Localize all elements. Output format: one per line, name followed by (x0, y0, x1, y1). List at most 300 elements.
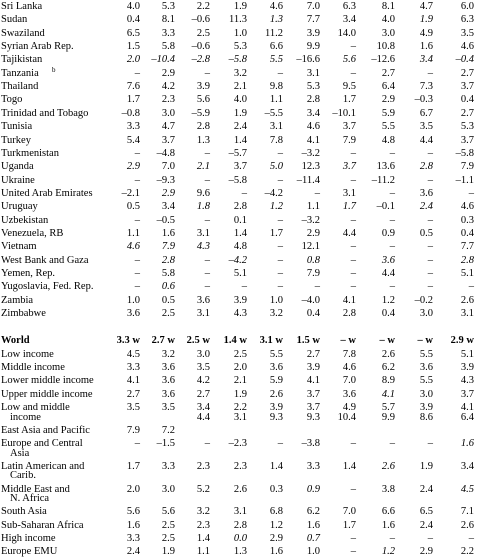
cell-value: 9.3 (269, 411, 283, 423)
cell-value: 1.6 (419, 41, 433, 53)
cell-value: 1.2 (269, 201, 283, 213)
cell-value: 7.9 (306, 268, 320, 279)
cell-value: 3.4 (342, 14, 356, 26)
cell-value: – (389, 187, 395, 199)
cell-value: –3.2 (301, 147, 320, 159)
row-label: High income (1, 533, 56, 544)
cell-value: 2.3 (196, 519, 210, 531)
cell-value: 3.6 (269, 362, 283, 374)
cell-value: 3.1 w (259, 335, 283, 347)
cell-value: 5.3 (460, 121, 474, 133)
cell-value: 3.7 (460, 134, 474, 146)
cell-value: 1.9 (233, 107, 247, 119)
cell-value: 3.9 (460, 362, 474, 374)
row-label: Tajikistan (1, 54, 43, 66)
cell-value: 1.3 (269, 14, 283, 26)
cell-value: 1.4 (196, 533, 210, 544)
cell-value: 5.6 (126, 506, 140, 518)
cell-value: – (468, 533, 474, 544)
cell-value: 1.1 (126, 227, 140, 239)
cell-value: 14.0 (337, 27, 356, 39)
cell-value: –1.5 (156, 438, 175, 450)
cell-value: 3.0 (419, 388, 433, 400)
cell-value: – (468, 187, 474, 199)
cell-value: –4.8 (156, 147, 175, 159)
cell-value: – (277, 174, 283, 186)
cell-value: 2.9 w (450, 335, 474, 347)
cell-value: 3.0 (196, 348, 210, 360)
cell-value: 1.0 (269, 294, 283, 306)
cell-value: 2.7 (460, 67, 474, 79)
cell-value: 1.3 (233, 546, 247, 558)
cell-value: 3.4 (306, 107, 320, 119)
cell-value: – (350, 281, 356, 293)
cell-value: 5.9 (381, 107, 395, 119)
cell-value: 2.6 (233, 483, 247, 495)
table-row (0, 519, 484, 533)
cell-value: – (204, 281, 210, 293)
cell-value: 1.0 (233, 27, 247, 39)
cell-value: 0.5 (161, 294, 175, 306)
cell-value: 3.3 w (116, 335, 140, 347)
cell-value: 4.3 (196, 241, 210, 253)
row-label: Zimbabwe (1, 308, 46, 320)
cell-value: 4.6 (460, 201, 474, 213)
cell-value: 4.6 (306, 121, 320, 133)
table-row (0, 187, 484, 201)
cell-value: 6.8 (269, 506, 283, 518)
cell-value: 6.4 (460, 411, 474, 423)
cell-value: 7.0 (161, 161, 175, 173)
cell-value: 2.2 (196, 1, 210, 12)
cell-value: – (389, 533, 395, 544)
cell-value: 2.1 (196, 161, 210, 173)
cell-value: 7.8 (269, 134, 283, 146)
cell-value: 3.0 (161, 483, 175, 495)
row-label: Middle income (1, 362, 65, 374)
cell-value: –9.3 (156, 174, 175, 186)
cell-value: 2.9 (126, 161, 140, 173)
cell-value: 1.4 (233, 227, 247, 239)
cell-value: 9.9 (306, 41, 320, 53)
cell-value: 1.6 (126, 519, 140, 531)
cell-value: 3.3 (306, 460, 320, 472)
cell-value: 5.1 (460, 348, 474, 360)
cell-value: – (277, 438, 283, 450)
cell-value: – (204, 147, 210, 159)
cell-value: 4.9 (419, 27, 433, 39)
cell-value: 0.1 (233, 214, 247, 226)
cell-value: 9.6 (196, 187, 210, 199)
cell-value: – (134, 254, 140, 266)
cell-value: – w (417, 335, 433, 347)
cell-value: –0.6 (191, 14, 210, 26)
cell-value: 1.8 (196, 201, 210, 213)
table-row (0, 53, 484, 67)
cell-value: 5.9 (269, 375, 283, 387)
cell-value: 4.6 (460, 41, 474, 53)
cell-value: – (389, 214, 395, 226)
cell-value: 2.5 (161, 519, 175, 531)
cell-value: 1.7 (269, 227, 283, 239)
cell-value: – (427, 438, 433, 450)
row-label: Tanzania (1, 67, 39, 79)
cell-value: – (389, 438, 395, 450)
row-label: Tunisia (1, 121, 33, 133)
row-label: Turkey (1, 134, 31, 146)
cell-value: – (427, 174, 433, 186)
cell-value: 5.6 (342, 54, 356, 66)
cell-value: 3.9 (306, 362, 320, 374)
cell-value: 1.4 w (223, 335, 247, 347)
cell-value: 2.6 (381, 348, 395, 360)
cell-value: 5.5 (419, 348, 433, 360)
cell-value: 5.6 (161, 506, 175, 518)
cell-value: 2.2 (233, 402, 247, 414)
cell-value: – (134, 147, 140, 159)
cell-value: 2.3 (161, 94, 175, 106)
cell-value: –0.5 (156, 214, 175, 226)
cell-value: 7.1 (460, 506, 474, 518)
cell-value: 9.5 (342, 81, 356, 93)
cell-value: 0.4 (381, 308, 395, 320)
cell-value: 6.5 (126, 27, 140, 39)
cell-value: – (389, 241, 395, 253)
cell-value: 2.8 (306, 94, 320, 106)
cell-value: 3.6 (161, 388, 175, 400)
cell-value: 1.6 (161, 227, 175, 239)
cell-value: 3.9 (269, 402, 283, 414)
cell-value: 3.2 (233, 67, 247, 79)
cell-value: 4.0 (233, 94, 247, 106)
cell-value: – (350, 41, 356, 53)
cell-value: – (314, 187, 320, 199)
cell-value: 1.9 (419, 460, 433, 472)
cell-value: 5.5 (269, 54, 283, 66)
cell-value: – (468, 281, 474, 293)
cell-value: –2.1 (121, 187, 140, 199)
cell-value: 2.7 (126, 388, 140, 400)
table-row (0, 27, 484, 41)
cell-value: –5.5 (264, 107, 283, 119)
cell-value: 3.7 (460, 81, 474, 93)
row-label: Uzbekistan (1, 214, 49, 226)
cell-value: – (204, 174, 210, 186)
cell-value: 1.1 (306, 201, 320, 213)
cell-value: –16.6 (296, 54, 320, 66)
table-row (0, 93, 484, 107)
cell-value: 3.1 (306, 67, 320, 79)
cell-value: 3.5 (196, 362, 210, 374)
cell-value: 3.4 (460, 460, 474, 472)
cell-value: –5.8 (228, 54, 247, 66)
table-row (0, 0, 484, 14)
cell-value: 5.5 (419, 375, 433, 387)
cell-value: 5.5 (381, 121, 395, 133)
cell-value: 3.3 (161, 27, 175, 39)
row-label: Sudan (1, 14, 28, 26)
cell-value: 0.3 (269, 483, 283, 495)
cell-value: 2.8 (161, 254, 175, 266)
table-row (0, 254, 484, 268)
cell-value: 7.9 (460, 161, 474, 173)
cell-value: 4.9 (342, 402, 356, 414)
cell-value: 3.0 (161, 107, 175, 119)
table-row (0, 120, 484, 134)
cell-value: 1.2 (269, 519, 283, 531)
table-row-world (0, 334, 484, 348)
cell-value: 6.2 (306, 506, 320, 518)
cell-value: – (204, 438, 210, 450)
table-row (0, 545, 484, 559)
cell-value: 7.2 (161, 424, 175, 436)
cell-value: 3.2 (161, 348, 175, 360)
cell-value: 0.5 (126, 201, 140, 213)
cell-value: – (277, 254, 283, 266)
table-row-continuation (0, 469, 484, 483)
cell-value: 2.5 (161, 308, 175, 320)
cell-value: 5.5 (269, 348, 283, 360)
row-label: Low and middle (1, 402, 70, 414)
cell-value: 0.4 (306, 308, 320, 320)
cell-value: 3.8 (381, 483, 395, 495)
cell-value: 4.6 (269, 1, 283, 12)
cell-value: 3.3 (126, 362, 140, 374)
cell-value: 5.0 (269, 161, 283, 173)
cell-value: – (314, 281, 320, 293)
cell-value: 1.4 (342, 460, 356, 472)
cell-value: – (427, 254, 433, 266)
table-row (0, 107, 484, 121)
cell-value: 3.9 (419, 402, 433, 414)
cell-value: 3.7 (342, 121, 356, 133)
row-label: Europe EMU (1, 546, 58, 558)
cell-value: 2.6 (381, 460, 395, 472)
cell-value: 4.6 (342, 362, 356, 374)
cell-value: 2.8 (233, 519, 247, 531)
cell-value: – (350, 67, 356, 79)
cell-value: – (204, 254, 210, 266)
cell-value: – (350, 241, 356, 253)
cell-value: 3.9 (306, 27, 320, 39)
cell-value: 2.4 (419, 483, 433, 495)
cell-value: 6.5 (419, 506, 433, 518)
cell-value: 4.8 (233, 241, 247, 253)
row-label: Syrian Arab Rep. (1, 41, 74, 53)
row-label: Uganda (1, 161, 34, 173)
cell-value: 3.5 (161, 402, 175, 414)
cell-value: – (204, 67, 210, 79)
cell-value: 7.3 (419, 81, 433, 93)
cell-value: 11.2 (265, 27, 283, 39)
row-label: Sub-Saharan Africa (1, 519, 84, 531)
cell-value: – (134, 281, 140, 293)
row-label-continued: Carib. (10, 470, 36, 482)
table-row-continuation (0, 447, 484, 461)
cell-value: 5.8 (161, 41, 175, 53)
cell-value: 3.7 (306, 388, 320, 400)
cell-value: 3.1 (233, 506, 247, 518)
row-label: World (1, 335, 30, 347)
cell-value: –1.1 (455, 174, 474, 186)
table-row (0, 147, 484, 161)
cell-value: 2.0 (233, 362, 247, 374)
cell-value: 7.9 (126, 424, 140, 436)
cell-value: 1.5 w (296, 335, 320, 347)
cell-value: 6.7 (419, 107, 433, 119)
table-row (0, 388, 484, 402)
cell-value: 2.9 (269, 533, 283, 544)
cell-value: 5.3 (306, 81, 320, 93)
cell-value: 1.7 (342, 94, 356, 106)
cell-value: 3.5 (419, 121, 433, 133)
cell-value: 2.7 (460, 107, 474, 119)
cell-value: 5.6 (196, 94, 210, 106)
cell-value: 3.6 (196, 294, 210, 306)
cell-value: 3.6 (342, 388, 356, 400)
cell-value: – (350, 438, 356, 450)
cell-value: –4.2 (228, 254, 247, 266)
row-label-continued: N. Africa (10, 492, 50, 504)
cell-value: 2.8 (419, 161, 433, 173)
cell-value: 4.4 (342, 227, 356, 239)
cell-value: 4.3 (233, 308, 247, 320)
cell-value: 3.6 (381, 254, 395, 266)
row-label: Yugoslavia, Fed. Rep. (1, 281, 94, 293)
table-row (0, 134, 484, 148)
cell-value: 3.3 (126, 121, 140, 133)
cell-value: 3.7 (233, 161, 247, 173)
row-label-continued: Asia (10, 447, 30, 459)
cell-value: 9.3 (306, 411, 320, 423)
table-row (0, 361, 484, 375)
table-row (0, 505, 484, 519)
cell-value: 1.6 (460, 438, 474, 450)
table-row (0, 214, 484, 228)
cell-value: 2.0 (126, 483, 140, 495)
cell-value: 6.6 (269, 41, 283, 53)
cell-value: 7.6 (126, 81, 140, 93)
row-label: Low income (1, 348, 54, 360)
cell-value: 13.6 (376, 161, 395, 173)
cell-value: 3.3 (161, 460, 175, 472)
cell-value: –4.0 (301, 294, 320, 306)
cell-value: – (389, 147, 395, 159)
cell-value: –0.6 (191, 41, 210, 53)
cell-value: –10.4 (151, 54, 175, 66)
cell-value: 0.4 (460, 227, 474, 239)
cell-value: 3.9 (196, 81, 210, 93)
cell-value: 1.0 (306, 546, 320, 558)
cell-value: – (134, 268, 140, 279)
cell-value: 2.4 (419, 201, 433, 213)
row-label: Thailand (1, 81, 39, 93)
cell-value: 4.7 (419, 1, 433, 12)
cell-value: 3.5 (460, 27, 474, 39)
cell-value: 12.3 (301, 161, 320, 173)
cell-value: 4.8 (381, 134, 395, 146)
cell-value: 2.3 (196, 460, 210, 472)
cell-value: – (427, 67, 433, 79)
cell-value: – (134, 174, 140, 186)
cell-value: – (427, 214, 433, 226)
table-row (0, 174, 484, 188)
cell-value: 3.6 (161, 375, 175, 387)
cell-value: 0.0 (233, 533, 247, 544)
cell-value: 3.1 (269, 121, 283, 133)
cell-value: 1.4 (233, 134, 247, 146)
cell-value: 4.1 (306, 134, 320, 146)
cell-value: – (134, 67, 140, 79)
cell-value: –4.2 (264, 187, 283, 199)
cell-value: 3.7 (161, 134, 175, 146)
row-label: Latin American and (1, 460, 85, 472)
cell-value: 7.0 (342, 506, 356, 518)
row-label-continued: income (10, 411, 41, 423)
cell-value: 4.6 (126, 241, 140, 253)
row-label: Vietnam (1, 241, 37, 253)
cell-value: 3.3 (126, 533, 140, 544)
cell-value: – (350, 546, 356, 558)
cell-value: 8.1 (381, 1, 395, 12)
row-label: United Arab Emirates (1, 187, 93, 199)
cell-value: – (427, 281, 433, 293)
cell-value: – (134, 438, 140, 450)
cell-value: –12.6 (371, 54, 395, 66)
cell-value: 2.9 (306, 227, 320, 239)
cell-value: – w (340, 335, 356, 347)
table-row (0, 294, 484, 308)
cell-value: 1.7 (126, 94, 140, 106)
table-row: Tanzania b – 2.9 – 3.2 – 3.1 – 2.7 – 2.7 (1, 65, 474, 79)
cell-value: – (427, 241, 433, 253)
cell-value: – (134, 214, 140, 226)
cell-value: 5.8 (161, 268, 175, 279)
cell-value: 4.5 (460, 483, 474, 495)
row-label: East Asia and Pacific (1, 424, 90, 436)
cell-value: 5.3 (161, 1, 175, 12)
table-row (0, 374, 484, 388)
cell-value: 7.9 (161, 241, 175, 253)
cell-value: 4.2 (196, 375, 210, 387)
cell-value: 7.0 (342, 375, 356, 387)
cell-value: – (427, 533, 433, 544)
cell-value: 1.9 (419, 14, 433, 26)
cell-value: 2.3 (233, 460, 247, 472)
cell-value: 3.7 (306, 402, 320, 414)
table-row (0, 13, 484, 27)
cell-value: 7.8 (342, 348, 356, 360)
cell-value: 3.1 (460, 308, 474, 320)
cell-value: 3.1 (233, 411, 247, 423)
row-label: Trinidad and Tobago (1, 107, 89, 119)
cell-value: 3.1 (196, 227, 210, 239)
table-row (0, 280, 484, 294)
cell-value: –2.8 (191, 54, 210, 66)
cell-value: –10.1 (332, 107, 356, 119)
cell-value: –5.8 (455, 147, 474, 159)
cell-value: 5.1 (233, 268, 247, 279)
cell-value: 2.7 (381, 67, 395, 79)
cell-value: 1.2 (381, 546, 395, 558)
cell-value: –11.4 (296, 174, 320, 186)
cell-value: 7.7 (306, 14, 320, 26)
cell-value: 6.2 (381, 362, 395, 374)
cell-value: 1.0 (126, 294, 140, 306)
row-label: Upper middle income (1, 388, 93, 400)
cell-value: 4.1 (460, 402, 474, 414)
cell-value: –5.7 (228, 147, 247, 159)
